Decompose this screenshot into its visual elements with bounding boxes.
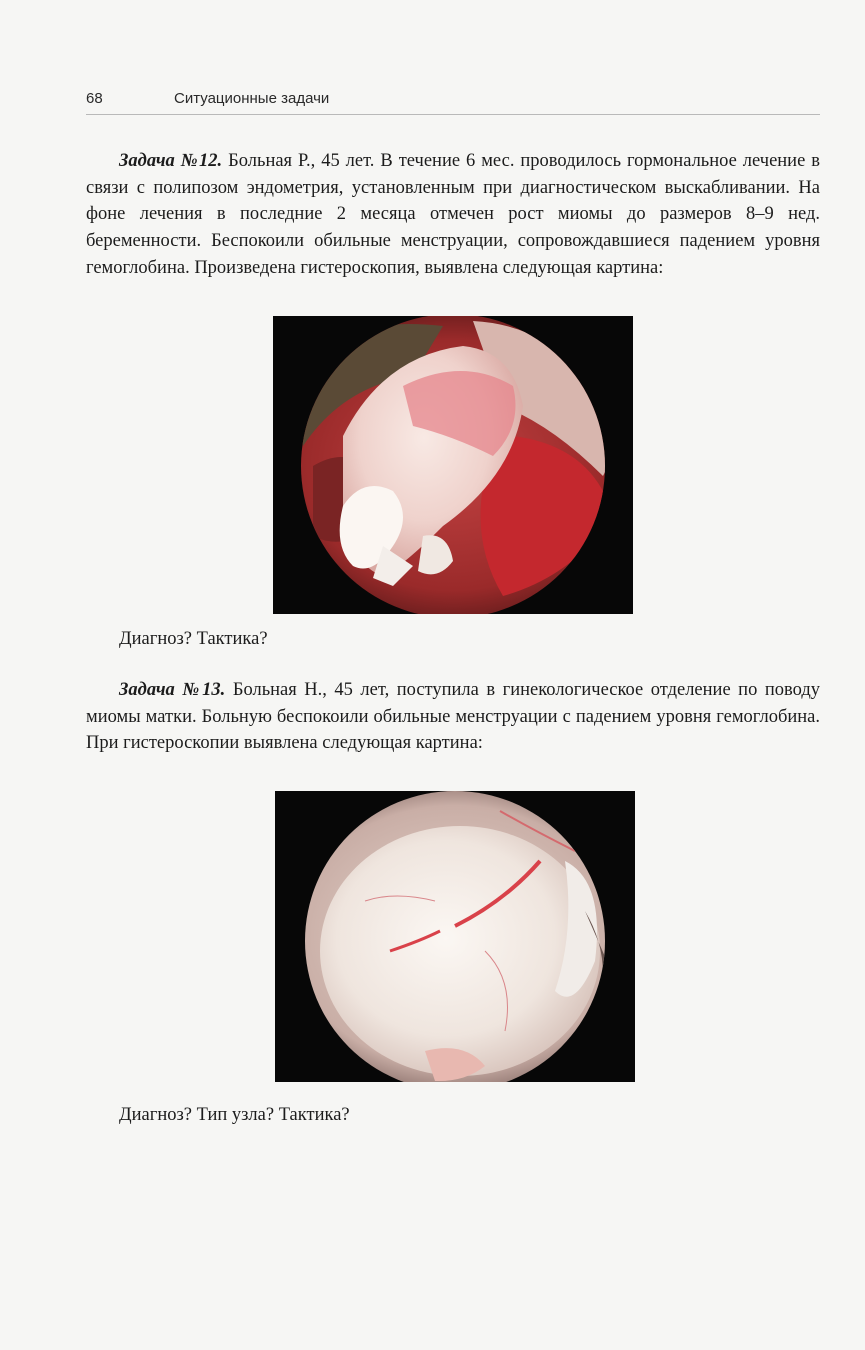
task13-text: Больная Н., 45 лет, поступила в гинекологическое отделение по поводу миомы матки. Больную беспокоили обильные менструации с падением уровня гемоглобина. При гистероскопии выявлена следующая картина: <box>86 680 820 754</box>
hysteroscopy-image-1 <box>273 316 633 614</box>
task13-question: Диагноз? Тип узла? Тактика? <box>119 1105 350 1125</box>
hysteroscopy-view-polyp <box>273 316 633 614</box>
hysteroscopy-image-2 <box>275 791 635 1082</box>
page-number: 68 <box>86 90 103 107</box>
running-title: Ситуационные задачи <box>174 90 330 107</box>
task12-text: Больная Р., 45 лет. В течение 6 мес. проводилось гормональное лечение в связи с полипозом эндометрия, установленным при диагностическом выскабливании. На фоне лечения в последние 2 месяца отмечен рост миомы до размеров 8–9 нед. беременности. Беспокоили обильные менструации, сопровождавшиеся падением уровня гемоглобина. Произведена гистероскопия, выявлена следующая картина: <box>86 151 820 278</box>
task12-label: Задача №12. <box>119 151 223 171</box>
task12-question: Диагноз? Тактика? <box>119 629 268 649</box>
task13-paragraph <box>86 677 820 757</box>
task12-paragraph <box>86 148 820 282</box>
hysteroscopy-view-node <box>275 791 635 1082</box>
header-rule <box>86 114 820 115</box>
task13-label: Задача №13. <box>119 680 226 700</box>
